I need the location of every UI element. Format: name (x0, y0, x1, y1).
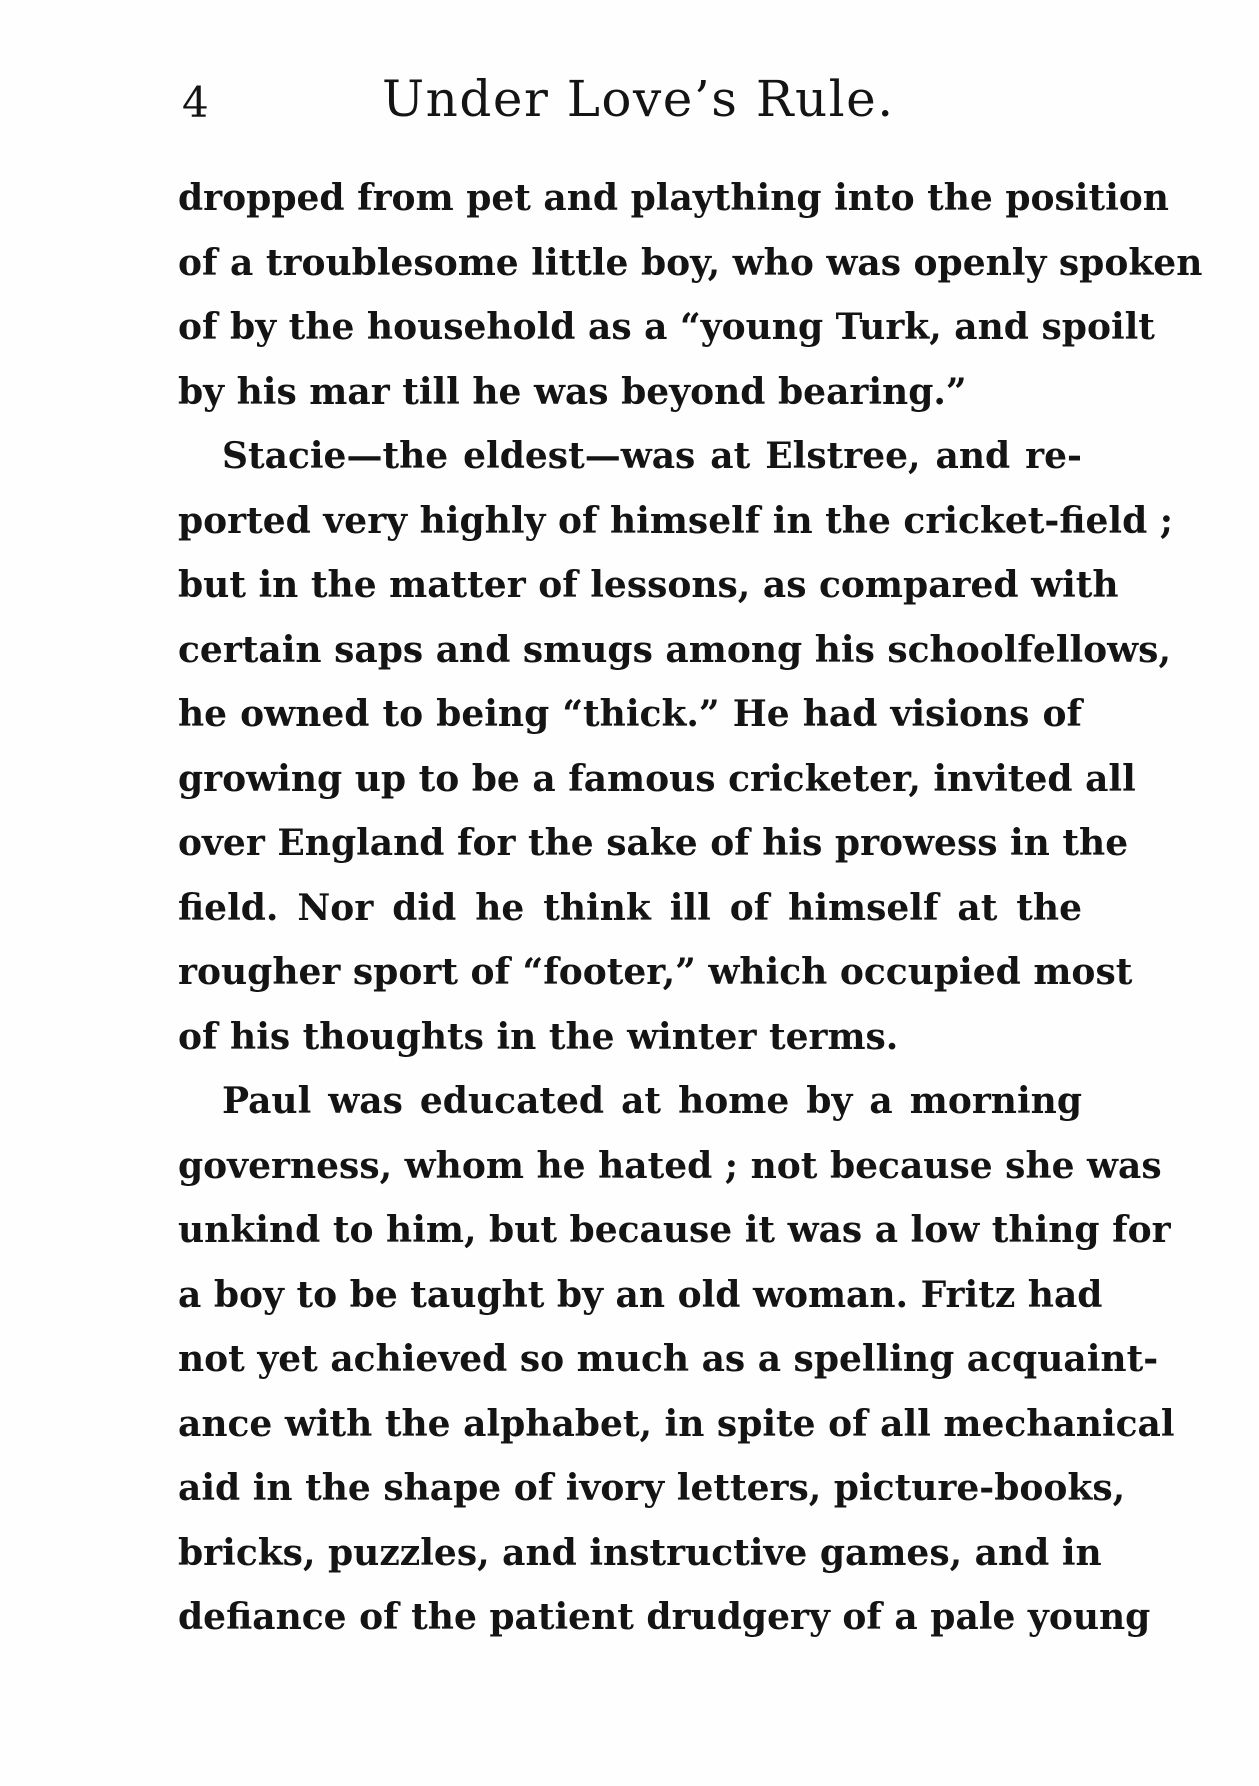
text-line: growing up to be a famous cricketer, invited all (178, 757, 1136, 800)
text-line: Paul was educated at home by a morning (222, 1080, 1082, 1122)
text-line: of his thoughts in the winter terms. (178, 1015, 899, 1058)
body-text (178, 166, 1203, 1650)
page-number: 4 (182, 78, 210, 127)
text-line: but in the matter of lessons, as compared with (178, 564, 1119, 606)
text-line: rougher sport of “footer,” which occupied most (178, 951, 1133, 993)
text-line: over England for the sake of his prowess in the (178, 822, 1129, 864)
text-line: dropped from pet and plaything into the position (178, 177, 1169, 219)
text-line: unkind to him, but because it was a low thing for (178, 1209, 1171, 1251)
text-line: a boy to be taught by an old woman. Fritz had (178, 1273, 1103, 1316)
text-line: ported very highly of himself in the cricket-field ; (178, 499, 1174, 542)
text-line: defiance of the patient drudgery of a pale young (178, 1596, 1151, 1638)
text-line: certain saps and smugs among his schoolfellows, (178, 628, 1171, 671)
text-line: he owned to being “thick.” He had visions of (178, 693, 1082, 735)
running-title: Under Love’s Rule. (382, 70, 895, 128)
text-line: of a troublesome little boy, who was openly spoken (178, 241, 1203, 284)
text-line: aid in the shape of ivory letters, picture-books, (178, 1467, 1126, 1509)
page-header (182, 70, 1082, 150)
text-line: field. Nor did he think ill of himself at the (178, 886, 1082, 929)
text-line: bricks, puzzles, and instructive games, and in (178, 1531, 1102, 1574)
text-line: ance with the alphabet, in spite of all mechanical (178, 1402, 1175, 1445)
text-line: of by the household as a “young Turk, and spoilt (178, 306, 1155, 348)
text-line: Stacie—the eldest—was at Elstree, and re- (222, 435, 1082, 477)
text-line: by his mar till he was beyond bearing.” (178, 370, 967, 413)
text-line: not yet achieved so much as a spelling acquaint- (178, 1338, 1159, 1380)
text-line: governess, whom he hated ; not because she was (178, 1144, 1162, 1187)
